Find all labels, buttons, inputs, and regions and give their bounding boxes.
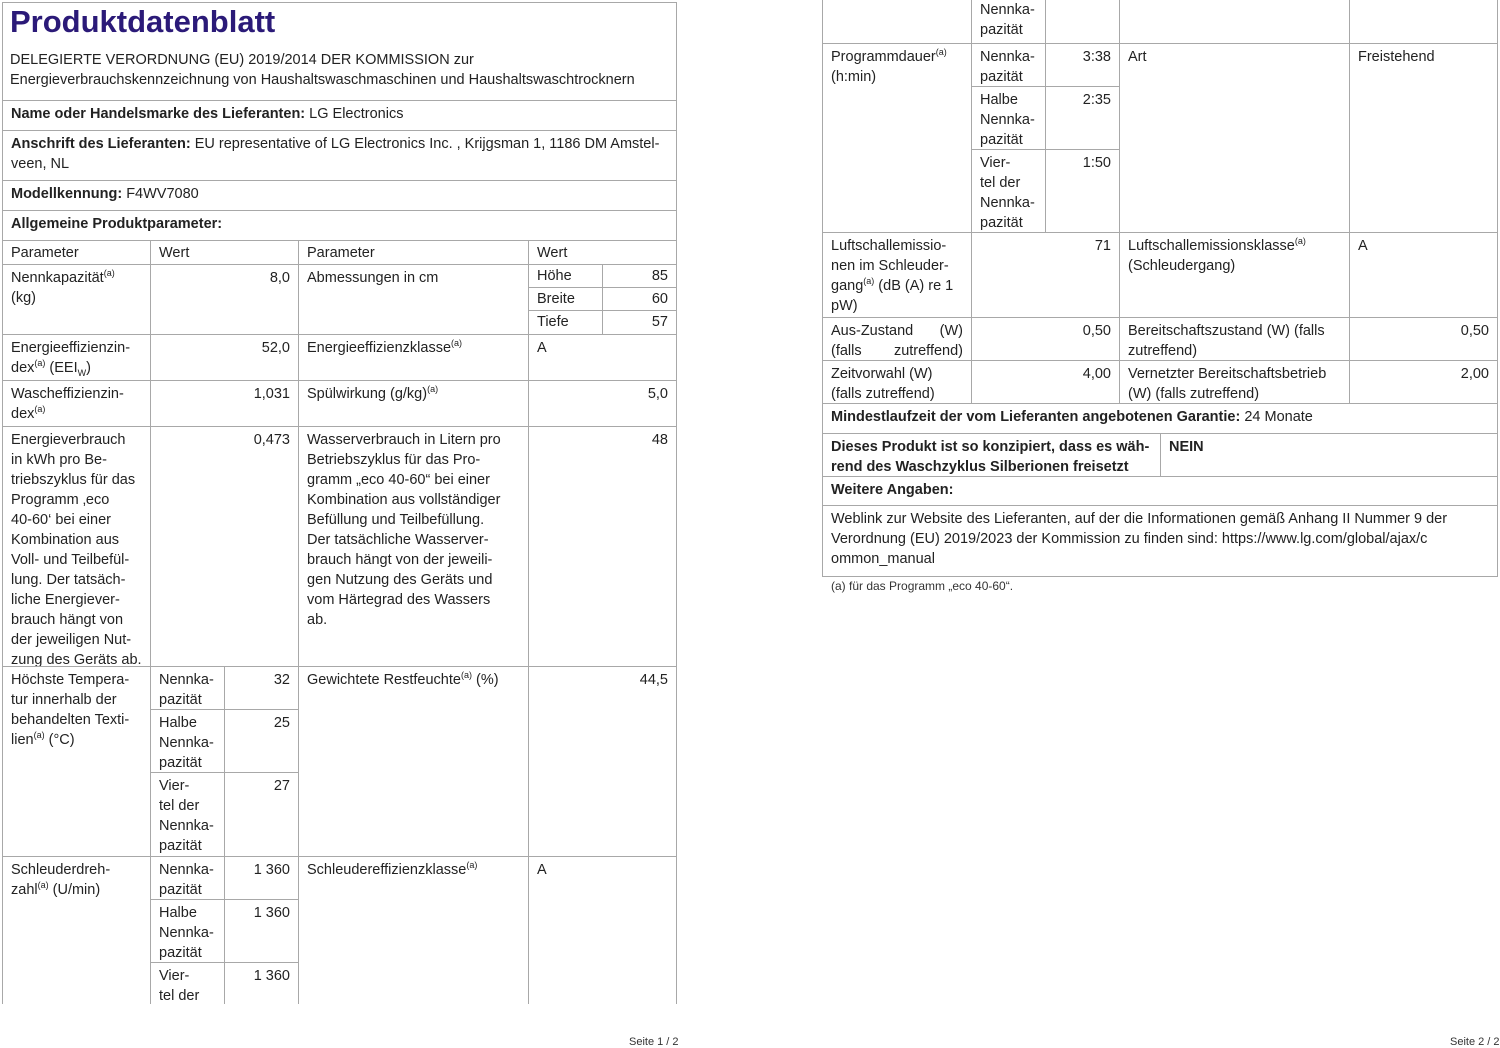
moisture-value: 44,5 <box>528 666 677 857</box>
temp-quarter-label: Vier- tel der Nennka- pazität <box>150 772 225 857</box>
page-number: Seite 2 / 2 <box>1450 1036 1500 1048</box>
col-header: Wert <box>528 240 677 265</box>
duration-quarter-value: 1:50 <box>1045 149 1120 233</box>
col-header: Parameter <box>2 240 151 265</box>
networked-standby-label: Vernetzter Bereitschaftsbetrieb (W) (falls zutreffend) <box>1119 360 1350 404</box>
moisture-label: Gewichtete Restfeuchte$^{(a)}$ (%) <box>298 666 529 857</box>
spin-full-label: Nennka- pazität <box>150 856 225 900</box>
standby-label: Bereitschaftszustand (W) (falls zutreffend) <box>1119 317 1350 361</box>
spin-class-value: A <box>528 856 677 1004</box>
energy-consumption-label: Energieverbrauch in kWh pro Be- triebszyklus für das Programm ‚eco 40-60‘ bei einer Kombination aus Voll- und Teilbefül- lung. Der tatsäch- liche Energiever- brauch hängt von der jeweiligen Nut- zung des Geräts ab. <box>2 426 151 667</box>
dimensions-label: Abmessungen in cm <box>298 264 529 335</box>
cont-cell <box>822 0 972 44</box>
spin-quarter-label: Vier- tel der <box>150 962 225 1004</box>
eei-value: 52,0 <box>150 334 299 381</box>
silver-ions-label: Dieses Produkt ist so konzipiert, dass es wäh- rend des Waschzyklus Silberionen freisetzt <box>822 433 1161 477</box>
weblink-text: Weblink zur Website des Lieferanten, auf der die Informationen gemäß Anhang II Nummer 9 der Verordnung (EU) 2019/2023 der Kommission zu finden sind: https://www.lg.com/global/ajax/c ommon_manual <box>822 505 1498 577</box>
capacity-label: Nennkapazität$^{(a)}$ (kg) <box>2 264 151 335</box>
delay-start-label: Zeitvorwahl (W) (falls zutreffend) <box>822 360 972 404</box>
height-label: Höhe <box>528 264 603 288</box>
delay-start-value: 4,00 <box>971 360 1120 404</box>
col-header: Parameter <box>298 240 529 265</box>
rinse-value: 5,0 <box>528 380 677 427</box>
water-consumption-label: Wasserverbrauch in Litern pro Betriebszyklus für das Pro- gramm „eco 40-60“ bei einer Kombination aus vollständiger Befüllung und Teilbefüllung. Der tatsächliche Wasserver- brauch hängt von der jeweili- gen Nutzung des Geräts und vom Härtegrad des Wassers ab. <box>298 426 529 667</box>
duration-label: Programmdauer$^{(a)}$ (h:min) <box>822 43 972 233</box>
more-info-heading: Weitere Angaben: <box>822 476 1498 506</box>
energy-consumption-value: 0,473 <box>150 426 299 667</box>
networked-standby-value: 2,00 <box>1349 360 1498 404</box>
spin-half-value: 1 360 <box>224 899 299 963</box>
duration-half-label: Halbe Nennka- pazität <box>971 86 1046 150</box>
page-number: Seite 1 / 2 <box>629 1036 679 1048</box>
width-label: Breite <box>528 287 603 311</box>
silver-ions-value: NEIN <box>1160 433 1498 477</box>
spin-quarter-value: 1 360 <box>224 962 299 1004</box>
footnote: (a) für das Programm „eco 40-60“. <box>831 579 1014 593</box>
temp-full-label: Nennka- pazität <box>150 666 225 710</box>
duration-quarter-label: Vier- tel der Nennka- pazität <box>971 149 1046 233</box>
spin-speed-label: Schleuderdreh- zahl$^{(a)}$ (U/min) <box>2 856 151 1004</box>
type-label: Art <box>1119 43 1350 233</box>
temp-full-value: 32 <box>224 666 299 710</box>
general-params-heading: Allgemeine Produktparameter: <box>2 210 677 241</box>
off-mode-value: 0,50 <box>971 317 1120 361</box>
eei-label: Energieeffizienzin- dex$^{(a)}$ $(EEI_W)$ <box>2 334 151 381</box>
water-consumption-value: 48 <box>528 426 677 667</box>
wash-index-label: Wascheffizienzin- dex$^{(a)}$ <box>2 380 151 427</box>
standby-value: 0,50 <box>1349 317 1498 361</box>
regulation-text: DELEGIERTE VERORDNUNG (EU) 2019/2014 DER KOMMISSION zur Energieverbrauchskennzeichnung von Haushaltswaschmaschinen und Haushaltswaschtrocknern <box>10 52 635 88</box>
spin-class-label: Schleudereffizienzklasse$^{(a)}$ <box>298 856 529 1004</box>
noise-class-label: Luftschallemissionsklasse$^{(a)}$ (Schleudergang) <box>1119 232 1350 318</box>
noise-label: Luftschallemissio- nen im Schleuder- gang$^{(a)}$ (dB (A) re 1 pW) <box>822 232 972 318</box>
temp-quarter-value: 27 <box>224 772 299 857</box>
depth-label: Tiefe <box>528 310 603 335</box>
warranty-row: Mindestlaufzeit der vom Lieferanten angebotenen Garantie: 24 Monate <box>822 403 1498 434</box>
temperature-label: Höchste Tempera- tur innerhalb der behandelten Texti- lien$^{(a)}$ (°C) <box>2 666 151 857</box>
temp-half-value: 25 <box>224 709 299 773</box>
rinse-label: Spülwirkung $(g/kg)^{(a)}$ <box>298 380 529 427</box>
noise-value: 71 <box>971 232 1120 318</box>
supplier-row: Name oder Handelsmarke des Lieferanten: LG Electronics <box>2 100 677 131</box>
off-mode-label: Aus-Zustand (W) (falls zutreffend) <box>822 317 972 361</box>
wash-index-value: 1,031 <box>150 380 299 427</box>
spin-half-label: Halbe Nennka- pazität <box>150 899 225 963</box>
model-row: Modellkennung: F4WV7080 <box>2 180 677 211</box>
width-value: 60 <box>602 287 677 311</box>
duration-half-value: 2:35 <box>1045 86 1120 150</box>
depth-value: 57 <box>602 310 677 335</box>
capacity-value: 8,0 <box>150 264 299 335</box>
temp-half-label: Halbe Nennka- pazität <box>150 709 225 773</box>
energy-class-label: Energieeffizienzklasse$^{(a)}$ <box>298 334 529 381</box>
type-value: Freistehend <box>1349 43 1498 233</box>
energy-class-value: A <box>528 334 677 381</box>
cont-value <box>1045 0 1120 44</box>
page-title: Produktdatenblatt <box>10 4 276 39</box>
cont-label: Nennka- pazität <box>971 0 1046 44</box>
duration-full-label: Nennka- pazität <box>971 43 1046 87</box>
height-value: 85 <box>602 264 677 288</box>
col-header: Wert <box>150 240 299 265</box>
spin-full-value: 1 360 <box>224 856 299 900</box>
cont-cell <box>1119 0 1350 44</box>
cont-cell <box>1349 0 1498 44</box>
duration-full-value: 3:38 <box>1045 43 1120 87</box>
address-row: Anschrift des Lieferanten: EU representative of LG Electronics Inc. , Krijgsman 1, 1186 DM Amstel- veen, NL <box>2 130 677 181</box>
noise-class-value: A <box>1349 232 1498 318</box>
